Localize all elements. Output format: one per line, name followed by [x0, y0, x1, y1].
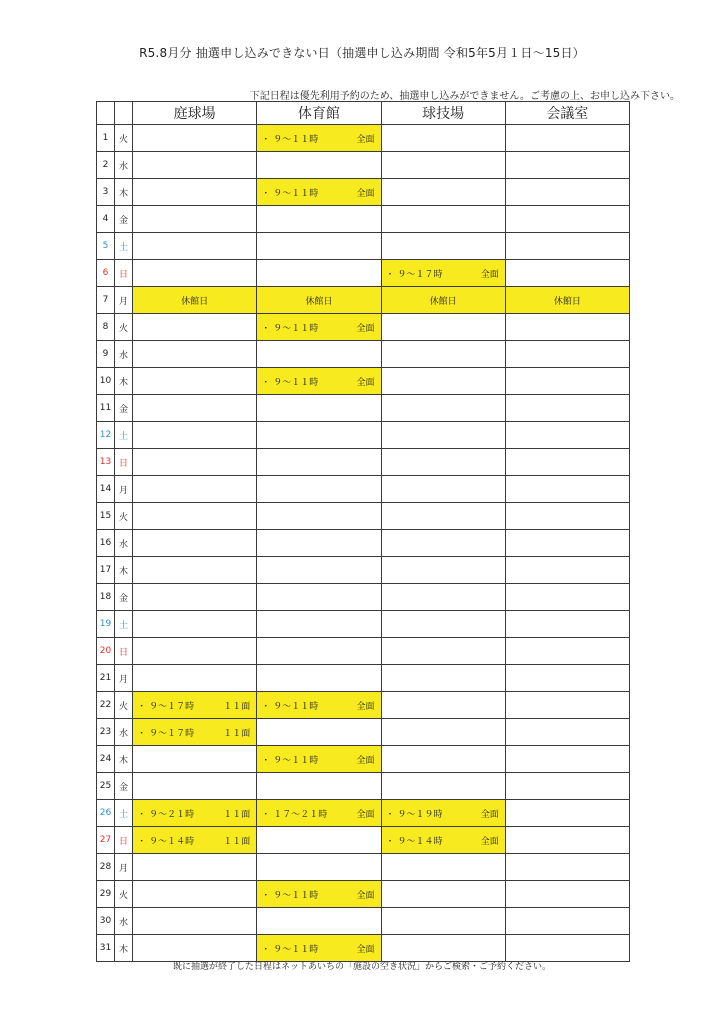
empty-cell	[505, 854, 629, 881]
weekday: 土	[115, 800, 133, 827]
time-range: ９〜１７時	[149, 701, 195, 712]
empty-cell	[133, 584, 257, 611]
empty-cell	[505, 827, 629, 854]
empty-cell	[133, 314, 257, 341]
empty-cell	[133, 233, 257, 260]
empty-cell	[505, 125, 629, 152]
empty-cell	[133, 125, 257, 152]
empty-cell	[381, 341, 505, 368]
weekday: 木	[115, 557, 133, 584]
weekday: 土	[115, 233, 133, 260]
table-row	[97, 449, 630, 476]
time-range: ９〜１１時	[273, 701, 319, 712]
day-number: 18	[97, 584, 115, 611]
empty-cell	[133, 476, 257, 503]
empty-cell	[505, 476, 629, 503]
header-weekday	[115, 102, 133, 125]
empty-cell	[505, 611, 629, 638]
empty-cell	[257, 665, 381, 692]
reservation-cell	[381, 260, 505, 287]
table-row	[97, 746, 630, 773]
weekday: 水	[115, 341, 133, 368]
table-row	[97, 557, 630, 584]
reservation-cell	[257, 179, 381, 206]
reservation-entry	[257, 807, 380, 820]
time-range: ９〜１１時	[273, 944, 319, 955]
court-count: 全面	[356, 188, 375, 199]
reservation-cell	[381, 827, 505, 854]
empty-cell	[257, 854, 381, 881]
empty-cell	[381, 179, 505, 206]
empty-cell	[505, 395, 629, 422]
empty-cell	[133, 395, 257, 422]
empty-cell	[505, 638, 629, 665]
empty-cell	[381, 719, 505, 746]
bullet-mark: ・	[137, 809, 147, 820]
empty-cell	[381, 746, 505, 773]
weekday: 金	[115, 773, 133, 800]
reservation-cell	[133, 800, 257, 827]
weekday: 水	[115, 908, 133, 935]
reservation-cell	[257, 125, 381, 152]
empty-cell	[133, 881, 257, 908]
empty-cell	[133, 611, 257, 638]
weekday: 月	[115, 665, 133, 692]
table-row	[97, 287, 630, 314]
reservation-cell	[257, 314, 381, 341]
day-number: 30	[97, 908, 115, 935]
empty-cell	[381, 476, 505, 503]
empty-cell	[133, 854, 257, 881]
table-row	[97, 611, 630, 638]
closed-day-cell: 休館日	[381, 287, 505, 314]
day-number: 9	[97, 341, 115, 368]
reservation-entry	[382, 807, 505, 820]
empty-cell	[133, 422, 257, 449]
day-number: 27	[97, 827, 115, 854]
empty-cell	[505, 233, 629, 260]
empty-cell	[505, 422, 629, 449]
court-count: １１面	[223, 809, 251, 820]
weekday: 日	[115, 449, 133, 476]
day-number: 12	[97, 422, 115, 449]
time-range: ９〜１１時	[273, 377, 319, 388]
reservation-entry	[133, 726, 256, 739]
bullet-mark: ・	[261, 890, 271, 901]
court-count: １１面	[223, 728, 251, 739]
empty-cell	[381, 908, 505, 935]
time-range: ９〜１７時	[149, 728, 195, 739]
weekday: 月	[115, 854, 133, 881]
empty-cell	[505, 800, 629, 827]
table-row	[97, 530, 630, 557]
weekday: 月	[115, 287, 133, 314]
table-row	[97, 908, 630, 935]
table-row	[97, 395, 630, 422]
empty-cell	[257, 557, 381, 584]
court-count: 全面	[356, 134, 375, 145]
table-row	[97, 125, 630, 152]
day-number: 26	[97, 800, 115, 827]
table-row	[97, 638, 630, 665]
empty-cell	[505, 449, 629, 476]
bullet-mark: ・	[261, 134, 271, 145]
table-row	[97, 206, 630, 233]
table-row	[97, 260, 630, 287]
weekday: 水	[115, 152, 133, 179]
table-row	[97, 692, 630, 719]
table-row	[97, 719, 630, 746]
header-facility: 会議室	[505, 102, 629, 125]
page-title: R5.8月分 抽選申し込みできない日（抽選申し込み期間 令和5年5月１日〜15日）	[139, 46, 585, 60]
day-number: 5	[97, 233, 115, 260]
weekday: 火	[115, 692, 133, 719]
time-range: ９〜１１時	[273, 755, 319, 766]
empty-cell	[381, 665, 505, 692]
table-row	[97, 503, 630, 530]
weekday: 日	[115, 827, 133, 854]
day-number: 3	[97, 179, 115, 206]
day-number: 7	[97, 287, 115, 314]
empty-cell	[381, 881, 505, 908]
empty-cell	[505, 719, 629, 746]
empty-cell	[381, 422, 505, 449]
court-count: 全面	[356, 890, 375, 901]
bullet-mark: ・	[261, 701, 271, 712]
day-number: 10	[97, 368, 115, 395]
empty-cell	[133, 935, 257, 962]
closed-day-cell: 休館日	[257, 287, 381, 314]
reservation-entry	[257, 942, 380, 955]
table-row	[97, 665, 630, 692]
table-row	[97, 827, 630, 854]
reservation-cell	[257, 368, 381, 395]
day-number: 29	[97, 881, 115, 908]
court-count: 全面	[356, 701, 375, 712]
weekday: 日	[115, 638, 133, 665]
weekday: 金	[115, 395, 133, 422]
empty-cell	[381, 233, 505, 260]
weekday: 火	[115, 881, 133, 908]
court-count: 全面	[480, 809, 499, 820]
empty-cell	[505, 665, 629, 692]
weekday: 水	[115, 719, 133, 746]
empty-cell	[381, 692, 505, 719]
weekday: 木	[115, 746, 133, 773]
empty-cell	[257, 341, 381, 368]
empty-cell	[133, 773, 257, 800]
empty-cell	[505, 773, 629, 800]
bullet-mark: ・	[137, 728, 147, 739]
empty-cell	[505, 557, 629, 584]
empty-cell	[505, 152, 629, 179]
empty-cell	[381, 368, 505, 395]
time-range: ９〜１１時	[273, 890, 319, 901]
reservation-entry	[257, 132, 380, 145]
notice-text: 下記日程は優先利用予約のため、抽選申し込みができません。ご考慮の上、お申し込み下さい。	[249, 91, 680, 102]
day-number: 31	[97, 935, 115, 962]
empty-cell	[133, 665, 257, 692]
weekday: 金	[115, 584, 133, 611]
bullet-mark: ・	[385, 269, 395, 280]
reservation-entry	[257, 186, 380, 199]
bullet-mark: ・	[261, 323, 271, 334]
empty-cell	[381, 638, 505, 665]
table-row	[97, 881, 630, 908]
day-number: 13	[97, 449, 115, 476]
empty-cell	[257, 260, 381, 287]
empty-cell	[381, 611, 505, 638]
reservation-cell	[381, 800, 505, 827]
day-number: 14	[97, 476, 115, 503]
reservation-cell	[257, 746, 381, 773]
weekday: 木	[115, 179, 133, 206]
weekday: 土	[115, 611, 133, 638]
reservation-entry	[257, 321, 380, 334]
table-row	[97, 773, 630, 800]
empty-cell	[505, 206, 629, 233]
day-number: 8	[97, 314, 115, 341]
empty-cell	[257, 638, 381, 665]
weekday: 金	[115, 206, 133, 233]
empty-cell	[257, 449, 381, 476]
reservation-entry	[133, 807, 256, 820]
weekday: 水	[115, 530, 133, 557]
day-number: 4	[97, 206, 115, 233]
empty-cell	[257, 152, 381, 179]
table-row	[97, 314, 630, 341]
day-number: 21	[97, 665, 115, 692]
schedule-body	[97, 125, 630, 962]
reservation-entry	[133, 699, 256, 712]
weekday: 火	[115, 314, 133, 341]
reservation-entry	[257, 753, 380, 766]
bullet-mark: ・	[137, 836, 147, 847]
day-number: 15	[97, 503, 115, 530]
empty-cell	[381, 935, 505, 962]
time-range: ９〜１７時	[397, 269, 443, 280]
empty-cell	[133, 152, 257, 179]
table-row	[97, 422, 630, 449]
court-count: 全面	[356, 323, 375, 334]
empty-cell	[257, 719, 381, 746]
court-count: １１面	[223, 701, 251, 712]
empty-cell	[133, 908, 257, 935]
reservation-cell	[257, 935, 381, 962]
empty-cell	[257, 773, 381, 800]
footer-text: 既に抽選が終了した日程はネットあいちの「施設の空き状況」からご検索・ご予約ください。	[172, 962, 551, 972]
table-row	[97, 152, 630, 179]
reservation-cell	[133, 827, 257, 854]
empty-cell	[505, 314, 629, 341]
empty-cell	[505, 530, 629, 557]
day-number: 17	[97, 557, 115, 584]
empty-cell	[133, 638, 257, 665]
weekday: 火	[115, 503, 133, 530]
bullet-mark: ・	[261, 809, 271, 820]
empty-cell	[381, 854, 505, 881]
court-count: 全面	[356, 944, 375, 955]
weekday: 日	[115, 260, 133, 287]
day-number: 23	[97, 719, 115, 746]
reservation-entry	[382, 834, 505, 847]
reservation-cell	[257, 800, 381, 827]
empty-cell	[381, 773, 505, 800]
table-row	[97, 935, 630, 962]
empty-cell	[505, 341, 629, 368]
day-number: 20	[97, 638, 115, 665]
day-number: 19	[97, 611, 115, 638]
empty-cell	[133, 449, 257, 476]
reservation-entry	[382, 267, 505, 280]
empty-cell	[505, 503, 629, 530]
bullet-mark: ・	[385, 836, 395, 847]
court-count: 全面	[480, 269, 499, 280]
day-number: 11	[97, 395, 115, 422]
empty-cell	[505, 746, 629, 773]
day-number: 1	[97, 125, 115, 152]
reservation-cell	[257, 692, 381, 719]
empty-cell	[257, 530, 381, 557]
court-count: １１面	[223, 836, 251, 847]
time-range: ９〜１４時	[149, 836, 195, 847]
header-day	[97, 102, 115, 125]
empty-cell	[381, 152, 505, 179]
bullet-mark: ・	[385, 809, 395, 820]
empty-cell	[505, 179, 629, 206]
empty-cell	[505, 260, 629, 287]
empty-cell	[257, 476, 381, 503]
court-count: 全面	[356, 755, 375, 766]
empty-cell	[381, 206, 505, 233]
empty-cell	[381, 557, 505, 584]
time-range: ９〜２１時	[149, 809, 195, 820]
empty-cell	[257, 233, 381, 260]
empty-cell	[257, 503, 381, 530]
empty-cell	[257, 908, 381, 935]
day-number: 24	[97, 746, 115, 773]
empty-cell	[133, 557, 257, 584]
header-facility: 体育館	[257, 102, 381, 125]
empty-cell	[257, 395, 381, 422]
table-row	[97, 368, 630, 395]
court-count: 全面	[356, 809, 375, 820]
table-row	[97, 341, 630, 368]
empty-cell	[381, 314, 505, 341]
empty-cell	[505, 584, 629, 611]
schedule-table	[96, 101, 630, 962]
empty-cell	[257, 206, 381, 233]
weekday: 土	[115, 422, 133, 449]
bullet-mark: ・	[261, 944, 271, 955]
day-number: 2	[97, 152, 115, 179]
empty-cell	[505, 881, 629, 908]
court-count: 全面	[480, 836, 499, 847]
table-row	[97, 476, 630, 503]
reservation-cell	[133, 692, 257, 719]
header-facility: 球技場	[381, 102, 505, 125]
empty-cell	[257, 611, 381, 638]
reservation-entry	[257, 888, 380, 901]
day-number: 22	[97, 692, 115, 719]
table-row	[97, 584, 630, 611]
day-number: 16	[97, 530, 115, 557]
court-count: 全面	[356, 377, 375, 388]
time-range: ９〜１１時	[273, 323, 319, 334]
time-range: １７〜２１時	[273, 809, 328, 820]
closed-day-cell: 休館日	[133, 287, 257, 314]
empty-cell	[133, 503, 257, 530]
weekday: 火	[115, 125, 133, 152]
empty-cell	[381, 449, 505, 476]
bullet-mark: ・	[261, 755, 271, 766]
empty-cell	[381, 530, 505, 557]
table-row	[97, 233, 630, 260]
empty-cell	[133, 530, 257, 557]
reservation-entry	[133, 834, 256, 847]
header-row	[97, 102, 630, 125]
time-range: ９〜１９時	[397, 809, 443, 820]
empty-cell	[257, 827, 381, 854]
time-range: ９〜１１時	[273, 134, 319, 145]
empty-cell	[381, 503, 505, 530]
empty-cell	[381, 125, 505, 152]
table-row	[97, 854, 630, 881]
weekday: 木	[115, 935, 133, 962]
reservation-entry	[257, 699, 380, 712]
table-row	[97, 800, 630, 827]
empty-cell	[133, 206, 257, 233]
reservation-cell	[257, 881, 381, 908]
day-number: 6	[97, 260, 115, 287]
empty-cell	[257, 422, 381, 449]
empty-cell	[133, 341, 257, 368]
header-facility: 庭球場	[133, 102, 257, 125]
bullet-mark: ・	[261, 377, 271, 388]
empty-cell	[133, 368, 257, 395]
time-range: ９〜１１時	[273, 188, 319, 199]
closed-day-cell: 休館日	[505, 287, 629, 314]
day-number: 25	[97, 773, 115, 800]
empty-cell	[505, 368, 629, 395]
empty-cell	[505, 692, 629, 719]
empty-cell	[381, 584, 505, 611]
empty-cell	[133, 746, 257, 773]
table-row	[97, 179, 630, 206]
reservation-entry	[257, 375, 380, 388]
empty-cell	[505, 908, 629, 935]
time-range: ９〜１４時	[397, 836, 443, 847]
day-number: 28	[97, 854, 115, 881]
empty-cell	[133, 260, 257, 287]
weekday: 木	[115, 368, 133, 395]
empty-cell	[381, 395, 505, 422]
empty-cell	[133, 179, 257, 206]
empty-cell	[257, 584, 381, 611]
reservation-cell	[133, 719, 257, 746]
empty-cell	[505, 935, 629, 962]
bullet-mark: ・	[261, 188, 271, 199]
weekday: 月	[115, 476, 133, 503]
bullet-mark: ・	[137, 701, 147, 712]
